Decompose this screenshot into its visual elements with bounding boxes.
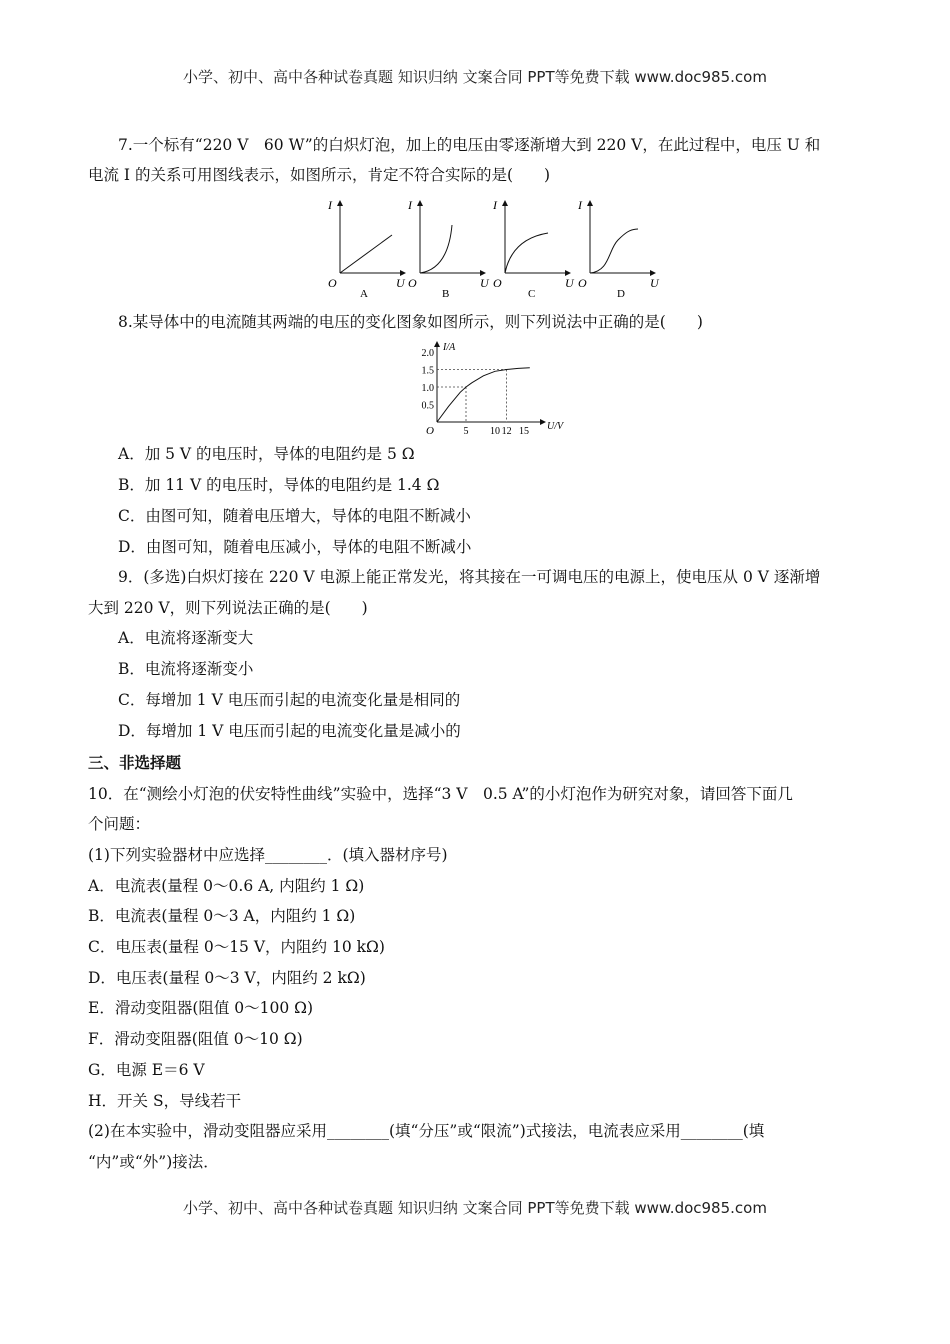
graph-b-curve [420, 225, 452, 273]
graph-d-curve [590, 229, 638, 273]
q10-item-d: D．电压表(量程 0～3 V，内阻约 2 kΩ) [88, 969, 366, 987]
q8-chart [405, 338, 580, 438]
graph-c-curve [505, 233, 548, 273]
q8-stem: 8.某导体中的电流随其两端的电压的变化图象如图所示，则下列说法中正确的是( ) [118, 313, 703, 331]
q9-option-d: D．每增加 1 V 电压而引起的电流变化量是减小的 [118, 722, 461, 740]
graph-c-label: C [528, 288, 536, 300]
q8-origin: O [426, 425, 434, 437]
q8-xtick-label: 12 [501, 426, 512, 437]
q8-xtick-label: 15 [519, 426, 529, 437]
graph-a-xlabel: U [396, 276, 405, 290]
q10-item-c: C．电压表(量程 0～15 V，内阻约 10 kΩ) [88, 938, 385, 956]
q10-line1: 10．在“测绘小灯泡的伏安特性曲线”实验中，选择“3 V 0.5 A”的小灯泡作为研究对象，请回答下面几 [88, 785, 793, 803]
graph-d [577, 198, 660, 300]
graph-d-origin: O [578, 276, 587, 290]
q8-ytick-label: 0.5 [421, 400, 434, 412]
page-header: 小学、初中、高中各种试卷真题 知识归纳 文案合同 PPT等免费下载 www.doc985.com [183, 68, 767, 86]
q10-item-e: E．滑动变阻器(阻值 0～100 Ω) [88, 999, 314, 1017]
graph-b-label: B [442, 288, 450, 300]
graph-a-origin: O [328, 276, 337, 290]
graph-d-ylabel: I [578, 198, 582, 212]
q8-option-a: A．加 5 V 的电压时，导体的电阻约是 5 Ω [118, 445, 415, 463]
q10-line2: 个问题： [88, 815, 151, 833]
q8-xtick-label: 5 [463, 426, 469, 437]
q8-xtick-label: 10 [490, 426, 500, 437]
q8-ytick-label: 2.0 [421, 348, 434, 359]
graph-c-origin: O [493, 276, 502, 290]
q10-item-a: A．电流表(量程 0～0.6 A, 内阻约 1 Ω) [88, 877, 365, 895]
q9-option-b: B．电流将逐渐变小 [118, 660, 254, 678]
graph-b-ylabel: I [408, 198, 412, 212]
q10-item-b: B．电流表(量程 0～3 A，内阻约 1 Ω) [88, 907, 356, 925]
page-footer: 小学、初中、高中各种试卷真题 知识归纳 文案合同 PPT等免费下载 www.doc985.com [183, 1199, 767, 1217]
graph-d-label: D [617, 288, 625, 300]
q7-line2: 电流 I 的关系可用图线表示，如图所示，肯定不符合实际的是( ) [88, 166, 551, 184]
q9-line2: 大到 220 V，则下列说法正确的是( ) [88, 599, 368, 617]
graph-b [407, 198, 490, 300]
graph-d-xlabel: U [650, 276, 659, 290]
section-3-title: 三、非选择题 [88, 753, 182, 772]
q8-option-c: C．由图可知，随着电压增大，导体的电阻不断减小 [118, 507, 471, 525]
q10-item-h: H．开关 S，导线若干 [88, 1092, 242, 1110]
graph-c-ylabel: I [493, 198, 497, 212]
graph-a-label: A [360, 288, 368, 300]
q10-sub1: (1)下列实验器材中应选择________．(填入器材序号) [88, 846, 448, 864]
q8-curve [437, 368, 530, 422]
graph-a [327, 198, 406, 300]
q8-ytick-label: 1.0 [421, 383, 434, 394]
q8-ytick-label: 1.5 [421, 365, 434, 377]
graph-c [492, 198, 575, 300]
q8-option-d: D．由图可知，随着电压减小，导体的电阻不断减小 [118, 538, 472, 556]
q8-ylabel: I/A [443, 342, 456, 353]
q10-sub2-line1: (2)在本实验中，滑动变阻器应采用________(填“分压”或“限流”)式接法，电流表应采用________(填 [88, 1122, 765, 1140]
q8-option-b: B．加 11 V 的电压时，导体的电阻约是 1.4 Ω [118, 476, 440, 494]
q10-item-g: G．电源 E＝6 V [88, 1061, 205, 1079]
q9-option-a: A．电流将逐渐变大 [118, 629, 254, 647]
q10-item-f: F．滑动变阻器(阻值 0～10 Ω) [88, 1030, 303, 1048]
graph-a-curve [340, 235, 392, 273]
graph-b-xlabel: U [480, 276, 489, 290]
q7-line1: 7.一个标有“220 V 60 W”的白炽灯泡，加上的电压由零逐渐增大到 220 V，在此过程中，电压 U 和 [118, 136, 821, 154]
q9-line1: 9．(多选)白炽灯接在 220 V 电源上能正常发光，将其接在一可调电压的电源上，使电压从 0 V 逐渐增 [118, 568, 821, 586]
q9-option-c: C．每增加 1 V 电压而引起的电流变化量是相同的 [118, 691, 461, 709]
q7-graphs [320, 195, 670, 300]
graph-c-xlabel: U [565, 276, 574, 290]
graph-b-origin: O [408, 276, 417, 290]
graph-a-ylabel: I [328, 198, 332, 212]
q8-xlabel: U/V [547, 421, 564, 432]
q10-sub2-line2: “内”或“外”)接法． [88, 1153, 219, 1171]
